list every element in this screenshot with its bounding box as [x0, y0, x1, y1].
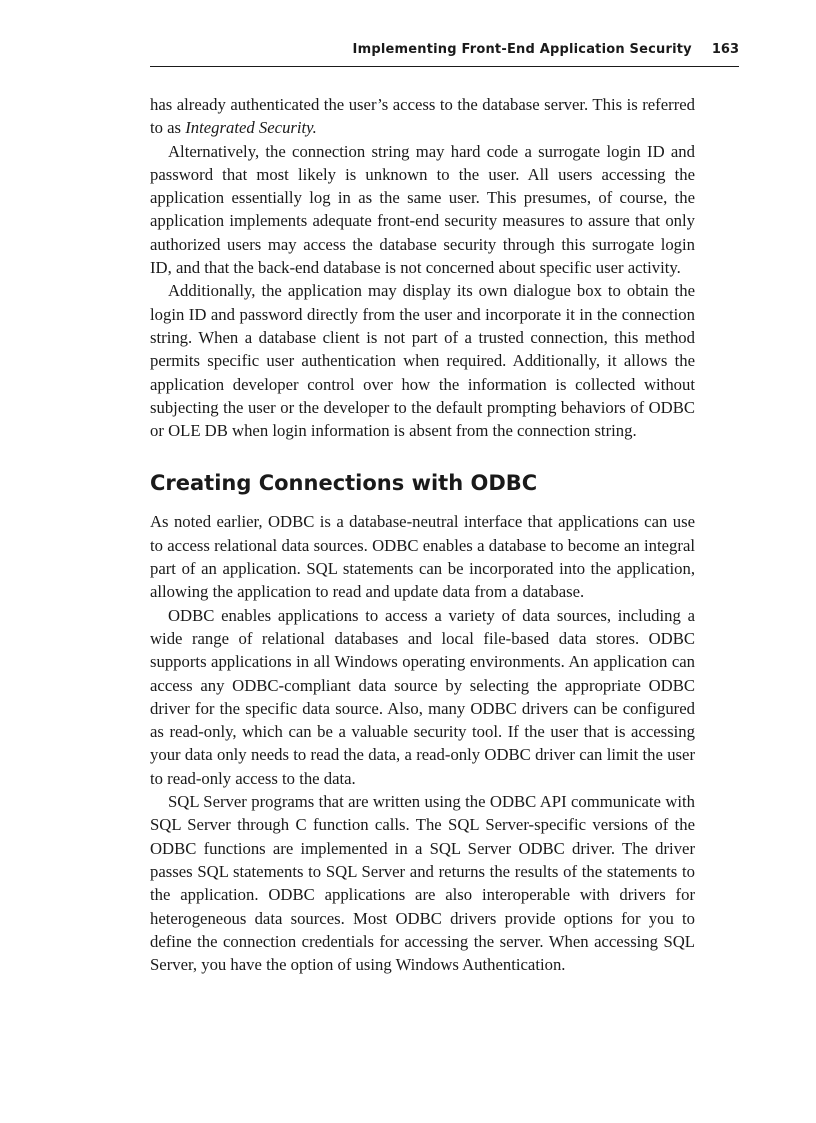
- paragraph: Alternatively, the connection string may hard code a surrogate login ID and password that most likely is unknown to the user. All users accessing the application essentially log in as the same user. This presumes, of course, the application implements adequate front-end security measures to assure that only authorized users may access the database security through this surrogate login ID, and that the back-end database is not concerned about specific user activity.: [150, 141, 695, 278]
- section-heading: Creating Connections with ODBC: [150, 471, 538, 496]
- page-number: 163: [711, 42, 739, 57]
- paragraph: ODBC enables applications to access a variety of data sources, including a wide range of relational databases and local file-based data stores. ODBC supports applications in all Windows operating environments. An application can access any ODBC-compliant data source by selecting the appropriate ODBC driver for the specific data source. Also, many ODBC drivers can be configured as read-only, which can be a valuable security tool. If the user that is accessing your data only needs to read the data, a read-only ODBC driver can limit the user to read-only access to the data.: [150, 605, 695, 788]
- paragraph-text: has already authenticated the user’s access to the database server. This is referred to as: [150, 95, 695, 138]
- italic-term: Integrated Security.: [185, 118, 317, 138]
- chapter-title: Implementing Front-End Application Security: [352, 42, 692, 57]
- paragraph: SQL Server programs that are written using the ODBC API communicate with SQL Server through C function calls. The SQL Server-specific versions of the ODBC functions are implemented in a SQL Server ODBC driver. The driver passes SQL statements to SQL Server and returns the results of the statements to the application. ODBC applications are also interoperable with drivers for heterogeneous data sources. Most ODBC drivers provide options for you to define the connection credentials for accessing the server. When accessing SQL Server, you have the option of using Windows Authentication.: [150, 792, 695, 975]
- paragraph: Additionally, the application may display its own dialogue box to obtain the login ID and password directly from the user and incorporate it in the connection string. When a database client is not part of a trusted connection, this method permits specific user authentication when required. Additionally, it allows the application developer control over how the information is collected without subjecting the user or the developer to the default prompting behaviors of ODBC or OLE DB when login information is absent from the connection string.: [150, 281, 695, 441]
- body-text: [150, 93, 695, 976]
- paragraph: [150, 93, 695, 140]
- paragraph: As noted earlier, ODBC is a database-neutral interface that applications can use to access relational data sources. ODBC enables a database to become an integral part of an application. SQL statements can be incorporated into the application, allowing the application to read and update data from a database.: [150, 512, 695, 602]
- running-header: [150, 42, 739, 67]
